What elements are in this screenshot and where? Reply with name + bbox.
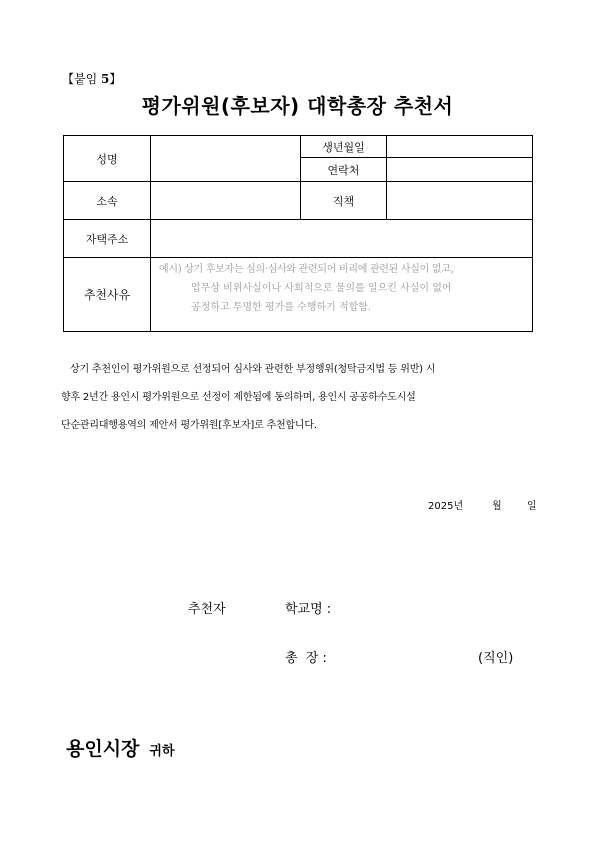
contact-field[interactable] <box>387 158 533 182</box>
school-name-label: 학교명 : <box>285 602 332 617</box>
statement-line: 상기 추천인이 평가위원으로 선정되어 심사와 관련한 부정행위(청탁금지법 등 위반) 시 <box>70 364 436 375</box>
address-label: 자택주소 <box>64 220 151 258</box>
birth-field[interactable] <box>387 136 533 158</box>
reason-example-line: 업무상 비위사실이나 사회적으로 물의를 일으킨 사실이 없어 <box>191 283 452 294</box>
president-label: 총 장 : <box>285 651 327 666</box>
name-label: 성명 <box>64 136 151 182</box>
reason-example-line: 공정하고 투명한 평가를 수행하기 적합함. <box>191 302 372 313</box>
contact-label: 연락처 <box>301 158 387 182</box>
consent-statement <box>61 356 539 440</box>
addressee-name: 용인시장 <box>66 738 140 760</box>
date-day: 일 <box>527 501 537 512</box>
official-seal-label: (직인) <box>478 651 514 666</box>
birth-label: 생년월일 <box>301 136 387 158</box>
recommendation-form-table <box>63 135 533 332</box>
reason-example-line: 예시) 상기 후보자는 심의·심사와 관련되어 비리에 관련된 사실이 없고, <box>159 264 454 275</box>
position-field[interactable] <box>387 182 533 220</box>
attachment-label: 【붙임 5】 <box>62 72 122 86</box>
addressee <box>66 734 175 761</box>
attachment-number: 5 <box>101 72 110 86</box>
name-field[interactable] <box>151 136 301 182</box>
reason-field[interactable] <box>151 258 533 332</box>
reason-label: 추천사유 <box>64 258 151 332</box>
affiliation-field[interactable] <box>151 182 301 220</box>
statement-line: 단순관리대행용역의 제안서 평가위원[후보자]로 추천합니다. <box>61 420 317 431</box>
address-field[interactable] <box>151 220 533 258</box>
document-title: 평가위원(후보자) 대학총장 추천서 <box>141 94 454 118</box>
statement-line: 향후 2년간 용인시 평가위원으로 선정이 제한됨에 동의하며, 용인시 공공하수도시설 <box>61 392 416 403</box>
addressee-suffix: 귀하 <box>149 744 175 759</box>
date-year: 2025년 <box>428 501 464 512</box>
affiliation-label: 소속 <box>64 182 151 220</box>
position-label: 직책 <box>301 182 387 220</box>
recommender-label: 추천자 <box>188 602 226 617</box>
date-month: 월 <box>492 501 502 512</box>
